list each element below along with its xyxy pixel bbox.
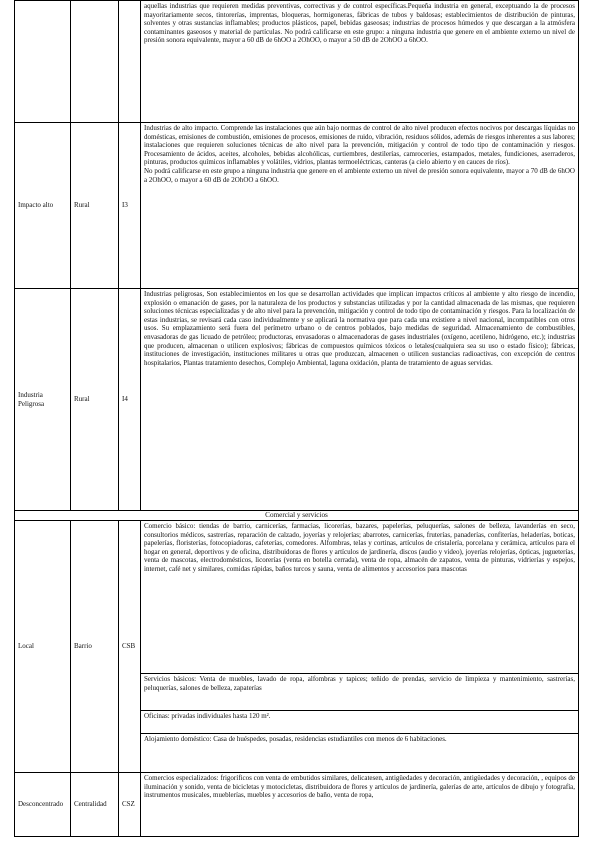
- table-row: [15, 1, 579, 123]
- zone-cell: [71, 1, 119, 123]
- category-cell: Desconcentrado: [15, 773, 71, 837]
- zone-cell: Rural: [71, 123, 119, 289]
- description-cell: [141, 123, 579, 289]
- zone-cell: Centralidad: [71, 773, 119, 837]
- subcell-comercio-basico: Comercio básico: tiendas de barrio, carnicerías, farmacias, licorerías, bazares, papelerías, peluquerías, salones de belleza, lavanderías en seco, consultorios médicos, sastrerías, reparación de calzado, joyerías y relojerías; abarrotes, carnicerías, fruterías, panaderías, confiterías, heladerías, boticas, papelerías, floristerías, fotocopiadoras, cafeterías, comedores. Alfombras, telas y cortinas, artículos de cristalería, porcelana y cerámica, artículos para el hogar en general, deportivos y de oficina, distribuidoras de flores y artículos de jardinería, discos (audio y video), joyerías relojerías, ópticas, jugueterías, venta de mascotas, electrodomésticos, licorerías (venta en botella cerrada), venta de ropa, almacén de zapatos, venta de pinturas, vidrierías y espejos, internet, café net y similares, comidas rápidas, baños turcos y sauna, venta de alimentos y accesorios para mascotas: [144, 522, 575, 573]
- section-title: Comercial y servicios: [15, 511, 579, 521]
- description-cell: [141, 1, 579, 123]
- category-cell: Impacto alto: [15, 123, 71, 289]
- section-header-row: [15, 511, 579, 521]
- table-row: [15, 521, 579, 773]
- document-page: [14, 0, 579, 837]
- zone-cell: Rural: [71, 289, 119, 511]
- land-use-table: [14, 0, 579, 837]
- table-row: [15, 123, 579, 289]
- code-cell: CSZ: [119, 773, 141, 837]
- code-cell: I4: [119, 289, 141, 511]
- description-cell: [141, 289, 579, 511]
- subcell-oficinas: Oficinas: privadas individuales hasta 120 m².: [141, 710, 578, 733]
- category-cell: [15, 1, 71, 123]
- description-paragraph: aquellas industrias que requieren medidas preventivas, correctivas y de control específicas.Pequeña industria en general, exceptuando la de procesos mayoritariamente secos, tintorerías, imprentas, bloqueras, hormigoneras, fábricas de tubos y baldosas; establecimientos de distribución de pinturas, solventes y otras sustancias inflamables; productos plásticos, papel, bebidas gaseosas; industrias de procesos húmedos y que descargan a la atmósfera contaminantes gaseosos y material de partículas. No podrá calificarse en este grupo: a ninguna industria que genere en el ambiente externo un nivel de presión sonora equivalente, mayor a 60 dB de 6hOO a 2OhOO, o mayor a 50 dB de 2OhOO a 6hOO.: [144, 2, 575, 45]
- description-paragraph: Industrias peligrosas, Son establecimientos en los que se desarrollan actividades que implican impactos críticos al ambiente y alto riesgo de incendio, explosión o emanación de gases, por la naturaleza de los productos y substancias utilizadas y por la cantidad almacenada de las mismas, que requieren soluciones técnicas especializadas y de alto nivel para la prevención, mitigación y control de todo tipo de contaminación y riesgos. Para la localización de estas industrias, se revisará cada caso individualmente y se aplicará la normativa que para cada una existiere a nivel nacional, incompatibles con otros usos. Su emplazamiento será fuera del perímetro urbano o de centros poblados, bajo medidas de seguridad. Almacenamiento de combustibles, envasadoras de gas licuado de petróleo; productoras, envasadoras o almacenadoras de gases industriales (oxígeno, acetileno, hidrógeno, etc.); industrias que producen, almacenan o utilicen explosivos; fábricas de compuestos químicos tóxicos o letales(cualquiera sea su uso o estado físico); fábricas, instituciones de investigación, instituciones militares u otras que produzcan, almacenen o utilicen sustancias radioactivas, con excepción de centros hospitalarios, Plantas tratamiento desechos, Complejo Ambiental, laguna oxidación, planta de tratamiento de aguas servidas.: [144, 290, 575, 367]
- code-cell: I3: [119, 123, 141, 289]
- description-paragraph: No podrá calificarse en este grupo a ninguna industria que genere en el ambiente externo un nivel de presión sonora equivalente, mayor a 70 dB de 6hOO a 2OhOO, o mayor a 60 dB de 2OhOO a 6hOO.: [144, 166, 575, 184]
- zone-cell: Barrio: [71, 521, 119, 773]
- code-cell: CSB: [119, 521, 141, 773]
- description-cell: [141, 521, 579, 773]
- description-paragraph: Industrias de alto impacto. Comprende las instalaciones que aún bajo normas de control de alto nivel producen efectos nocivos por descargas líquidas no domésticas, emisiones de combustión, emisiones de procesos, emisiones de ruido, vibración, residuos sólidos, además de riesgos inherentes a sus labores; instalaciones que requieren soluciones técnicas de alto nivel para la prevención, mitigación y control de todo tipo de contaminación y riesgos. Procesamiento de ácidos, aceites, alcoholes, bebidas alcohólicas, curtiembres, destilerías, camroceries, estampados, metales, fundiciones, aserraderos, pinturas, productos químicos inflamables y volátiles, vidrios, plantas termoeléctricas, canteras (a cielo abierto y en cauces de ríos).: [144, 124, 575, 167]
- description-cell: Comercios especializados: frigoríficos con venta de embutidos similares, delicatesen, antigüedades y decoración, antigüedades y decoración, , equipos de iluminación y sonido, venta de bicicletas y motocicletas, distribuidora de flores y artículos de jardinería, galerías de arte, artículos de dibujo y fotografía, instrumentos musicales, mueblerías, muebles y accesorios de baño, venta de ropa,: [141, 773, 579, 837]
- code-cell: [119, 1, 141, 123]
- category-cell: Industria Peligrosa: [15, 289, 71, 511]
- category-cell: Local: [15, 521, 71, 773]
- table-row: [15, 289, 579, 511]
- subcell-alojamiento: Alojamiento doméstico: Casa de huéspedes, posadas, residencias estudiantiles con menos de 6 habitaciones.: [141, 733, 578, 766]
- table-row: [15, 773, 579, 837]
- subcell-servicios-basicos: Servicios básicos: Venta de muebles, lavado de ropa, alfombras y tapices; teñido de prendas, servicio de limpieza y mantenimiento, sastrerías, peluquerías, salones de belleza, zapaterías: [141, 673, 578, 710]
